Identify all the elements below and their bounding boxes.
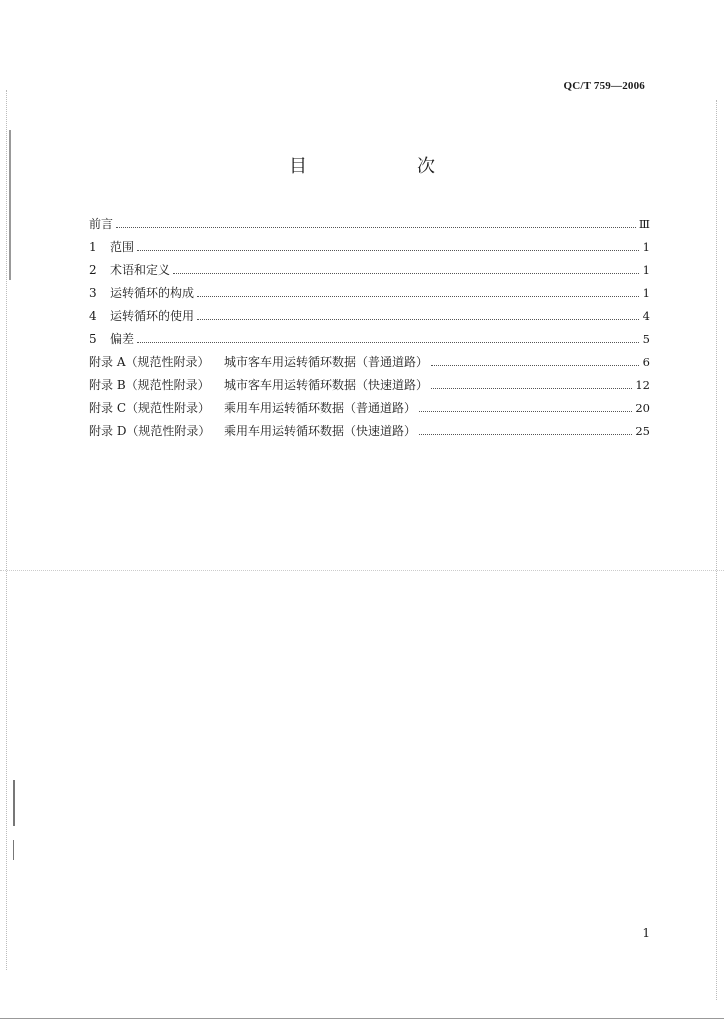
toc-leader-dots [137, 341, 639, 343]
toc-entry-number: 1 [89, 240, 97, 254]
toc-entry-label: 运转循环的构成 [110, 286, 195, 300]
toc-entry-label: 术语和定义 [110, 263, 171, 277]
toc-leader-dots [197, 295, 639, 297]
toc-entry-label [89, 378, 428, 392]
toc-entry-foreword[interactable] [89, 208, 650, 231]
toc-leader-dots [419, 433, 632, 435]
toc-entry-label [89, 355, 428, 369]
appendix-tag: 附录 A（规范性附录） [89, 355, 210, 369]
toc-entry-terms[interactable] [89, 254, 650, 277]
appendix-title: 乘用车用运转循环数据（快速道路） [224, 424, 417, 438]
toc-entry-appendix-b[interactable] [89, 369, 650, 392]
toc-entry-label: 偏差 [110, 332, 135, 346]
toc-entry-page: 1 [642, 240, 650, 254]
toc-entry-label: 前言 [89, 217, 114, 231]
table-of-contents [89, 208, 650, 438]
toc-leader-dots [173, 272, 639, 274]
toc-entry-number: 2 [89, 263, 97, 277]
toc-entry-label [89, 424, 416, 438]
toc-entry-label [89, 401, 416, 415]
toc-leader-dots [431, 364, 639, 366]
toc-entry-appendix-d[interactable] [89, 415, 650, 438]
toc-entry-page: Ⅲ [638, 217, 650, 231]
toc-entry-appendix-a[interactable] [89, 346, 650, 369]
toc-entry-page: 5 [642, 332, 650, 346]
toc-entry-composition[interactable] [89, 277, 650, 300]
toc-leader-dots [137, 249, 639, 251]
toc-entry-page: 4 [642, 309, 650, 323]
scan-line [0, 1018, 724, 1019]
toc-leader-dots [197, 318, 639, 320]
toc-entry-deviation[interactable] [89, 323, 650, 346]
appendix-title: 乘用车用运转循环数据（普通道路） [224, 401, 417, 415]
appendix-title: 城市客车用运转循环数据（普通道路） [224, 355, 429, 369]
scan-edge-left [6, 90, 7, 970]
toc-entry-page: 25 [635, 424, 650, 438]
toc-entry-page: 1 [642, 286, 650, 300]
appendix-tag: 附录 D（规范性附录） [89, 424, 211, 438]
scan-edge-right [716, 100, 717, 1000]
toc-entry-label: 范围 [110, 240, 135, 254]
page-number: 1 [642, 926, 650, 940]
toc-leader-dots [431, 387, 632, 389]
scan-mark [13, 780, 15, 826]
toc-leader-dots [116, 226, 636, 228]
toc-entry-number: 3 [89, 286, 97, 300]
toc-entry-page: 1 [642, 263, 650, 277]
toc-entry-usage[interactable] [89, 300, 650, 323]
toc-entry-number: 5 [89, 332, 97, 346]
toc-entry-page: 6 [642, 355, 650, 369]
page-title: 目 次 [289, 156, 481, 177]
toc-entry-page: 12 [635, 378, 650, 392]
toc-entry-scope[interactable] [89, 231, 650, 254]
toc-entry-number: 4 [89, 309, 97, 323]
toc-entry-appendix-c[interactable] [89, 392, 650, 415]
appendix-title: 城市客车用运转循环数据（快速道路） [224, 378, 429, 392]
appendix-tag: 附录 B（规范性附录） [89, 378, 210, 392]
toc-leader-dots [419, 410, 632, 412]
toc-entry-label: 运转循环的使用 [110, 309, 195, 323]
document-code: QC/T 759—2006 [563, 80, 645, 92]
toc-entry-page: 20 [635, 401, 650, 415]
scan-line [0, 570, 724, 571]
appendix-tag: 附录 C（规范性附录） [89, 401, 210, 415]
scan-mark [13, 840, 14, 860]
